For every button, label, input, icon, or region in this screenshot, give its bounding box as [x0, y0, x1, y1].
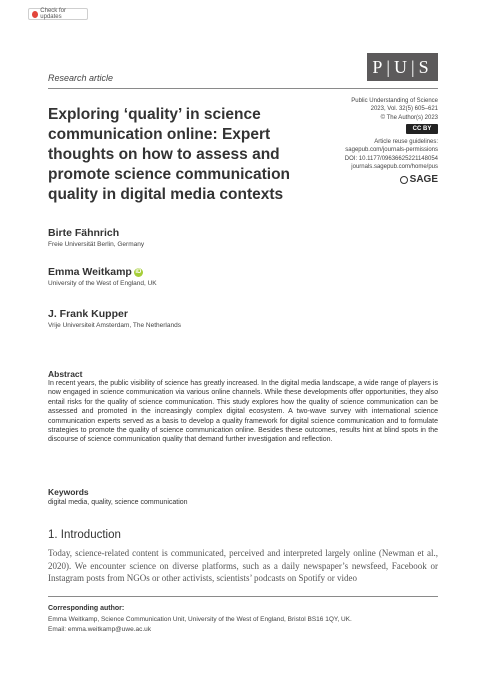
article-type-label: Research article: [48, 73, 114, 83]
corresponding-author-heading: Corresponding author:: [48, 605, 125, 612]
author-name-row: [48, 266, 143, 278]
sage-logo: [400, 174, 438, 185]
check-updates-label: Check for updates: [40, 8, 66, 20]
journal-volume: 2023, Vol. 32(5) 605–621: [370, 106, 438, 113]
journal-site-link[interactable]: journals.sagepub.com/home/pus: [351, 163, 438, 170]
journal-logo: P|U|S: [367, 53, 438, 81]
doi-link[interactable]: DOI: 10.1177/09636625221148054: [344, 155, 438, 162]
reuse-label: Article reuse guidelines:: [374, 139, 438, 145]
corresponding-author-address: Emma Weitkamp, Science Communication Unit, University of the West of England, Bristol BS16 1QY, UK.: [48, 616, 352, 623]
author-name: J. Frank Kupper: [48, 308, 128, 320]
journal-meta-links: [278, 138, 438, 171]
section-heading: 1. Introduction: [48, 529, 121, 541]
footer-divider: [48, 596, 438, 597]
sage-icon: [400, 176, 408, 184]
author-name: Emma Weitkamp: [48, 266, 132, 278]
publisher-name: SAGE: [409, 174, 438, 185]
reuse-link[interactable]: sagepub.com/journals-permissions: [345, 147, 438, 154]
author-affiliation: Vrije Universiteit Amsterdam, The Netherlands: [48, 322, 181, 329]
cc-license-icon[interactable]: CC BY: [406, 124, 438, 134]
introduction-text: Today, science-related content is communicated, perceived and interpreted largely online (Newman et al., 2020). We encounter science on diverse platforms, such as a daily newspaper’s newsfeed, Facebook or Instagram posts from NGOs or other activists, scientists’ podcasts on Spotify or video: [48, 548, 438, 583]
corresponding-author-email[interactable]: Email: emma.weitkamp@uwe.ac.uk: [48, 626, 152, 633]
abstract-heading: Abstract: [48, 369, 83, 379]
journal-meta: [298, 97, 438, 122]
article-title: Exploring ‘quality’ in science communication online: Expert thoughts on how to assess and promote science communication quality in digital media contexts: [48, 106, 291, 203]
header-divider: [48, 88, 438, 89]
keywords-heading: Keywords: [48, 487, 89, 497]
author-affiliation: University of the West of England, UK: [48, 280, 157, 287]
author-name: Birte Fähnrich: [48, 227, 120, 239]
check-updates-icon: [32, 11, 38, 18]
abstract-text: In recent years, the public visibility of science has greatly increased. In the digital media landscape, a wide range of players is now engaged in science communication via various online channels. While these developments offer opportunities, they also entail risks for the quality of science communication. This study explores how the quality of science communication can be assessed and promoted in the increasingly complex digital ecosystem. A two-wave survey with international science communication experts served as a basis to develop a quality framework for digital science communication and to formulate strategies to promote the quality of science communication online. Besides these outcomes, results hint at blind spots in the discourse of science communication quality that demand further investigation and reflection.: [48, 380, 438, 444]
author-affiliation: Freie Universität Berlin, Germany: [48, 241, 145, 248]
journal-name: Public Understanding of Science: [351, 98, 438, 104]
copyright: © The Author(s) 2023: [380, 114, 438, 121]
orcid-icon[interactable]: iD: [135, 268, 142, 275]
keywords-text: digital media, quality, science communication: [48, 499, 188, 506]
check-for-updates-badge[interactable]: [28, 8, 88, 20]
